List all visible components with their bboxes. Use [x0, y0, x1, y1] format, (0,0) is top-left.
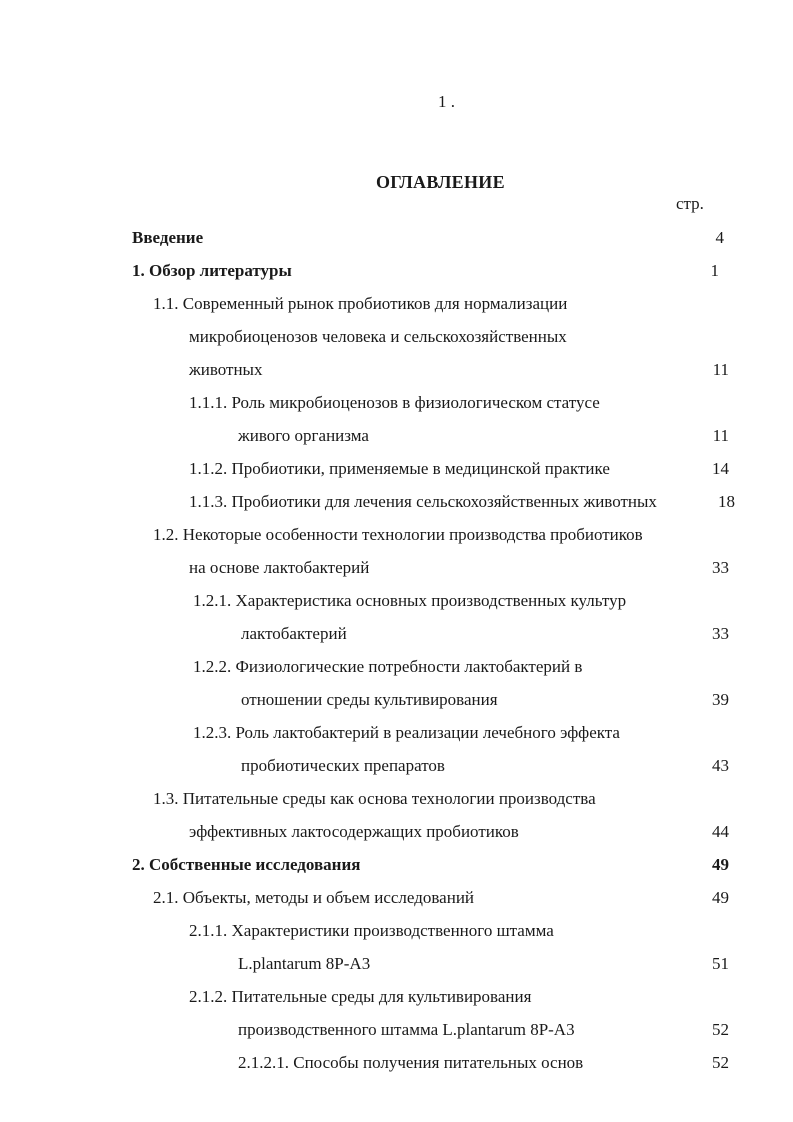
toc-entry-page: 49 [712, 855, 729, 874]
toc-entry-line: 1.1.3. Пробиотики для лечения сельскохозяйственных животных [189, 492, 657, 511]
toc-entry-line: 2.1.2. Питательные среды для культивирования [189, 987, 532, 1006]
page-column-label: стр. [676, 194, 704, 213]
toc-entry-page: 49 [712, 888, 729, 907]
toc-entry-line: 2.1.1. Характеристики производственного штамма [189, 921, 554, 940]
toc-entry-page: 43 [712, 756, 729, 775]
toc-entry-line: животных [189, 360, 263, 379]
toc-entry-line: живого организма [238, 426, 369, 445]
toc-entry-line: 1.1.1. Роль микробиоценозов в физиологическом статусе [189, 393, 600, 412]
toc-entry-line: отношении среды культивирования [241, 690, 498, 709]
toc-entry-line: 1.1. Современный рынок пробиотиков для нормализации [153, 294, 568, 313]
toc-entry-page: 11 [712, 360, 729, 379]
toc-entry-label: 1. Обзор литературы [132, 261, 292, 280]
toc-entry-page: 44 [712, 822, 729, 841]
toc-entry-line: на основе лактобактерий [189, 558, 370, 577]
toc-entry-line: эффективных лактосодержащих пробиотиков [189, 822, 519, 841]
toc-entry-line: микробиоценозов человека и сельскохозяйственных [189, 327, 567, 346]
toc-title: ОГЛАВЛЕНИЕ [376, 172, 505, 192]
toc-entry-page: 4 [715, 228, 724, 247]
toc-entry-page: 33 [712, 558, 729, 577]
toc-entry-line: 2.1.2.1. Способы получения питательных основ [238, 1053, 584, 1072]
toc-entry-line: 1.2. Некоторые особенности технологии производства пробиотиков [153, 525, 643, 544]
toc-entry-line: производственного штамма L.plantarum 8P-A3 [238, 1020, 575, 1039]
toc-entry-line: лактобактерий [241, 624, 347, 643]
toc-entry-line: L.plantarum 8P-A3 [238, 954, 371, 973]
toc-entry-line: 1.1.2. Пробиотики, применяемые в медицинской практике [189, 459, 610, 478]
toc-entry-line: 1.3. Питательные среды как основа технологии производства [153, 789, 596, 808]
toc-entry-line: 1.2.1. Характеристика основных производственных культур [193, 591, 627, 610]
toc-entry-page: 33 [712, 624, 729, 643]
toc-entry-line: 1.2.3. Роль лактобактерий в реализации лечебного эффекта [193, 723, 620, 742]
toc-entry-page: 11 [712, 426, 729, 445]
toc-entry-page: 14 [712, 459, 729, 478]
toc-entry-label: 2. Собственные исследования [132, 855, 361, 874]
toc-entry-page: 52 [712, 1053, 729, 1072]
toc-entry-line: 2.1. Объекты, методы и объем исследований [153, 888, 475, 907]
toc-entry-line: пробиотических препаратов [241, 756, 445, 775]
toc-entry-line: 1.2.2. Физиологические потребности лактобактерий в [193, 657, 583, 676]
toc-entry-page: 52 [712, 1020, 729, 1039]
toc-entry-label: Введение [132, 228, 204, 247]
toc-entry-page: 18 [718, 492, 735, 511]
toc-entry-page: 51 [712, 954, 729, 973]
toc-entry-page: 1 [710, 261, 719, 280]
toc-entry-page: 39 [712, 690, 729, 709]
page-number: 1 . [438, 92, 455, 111]
